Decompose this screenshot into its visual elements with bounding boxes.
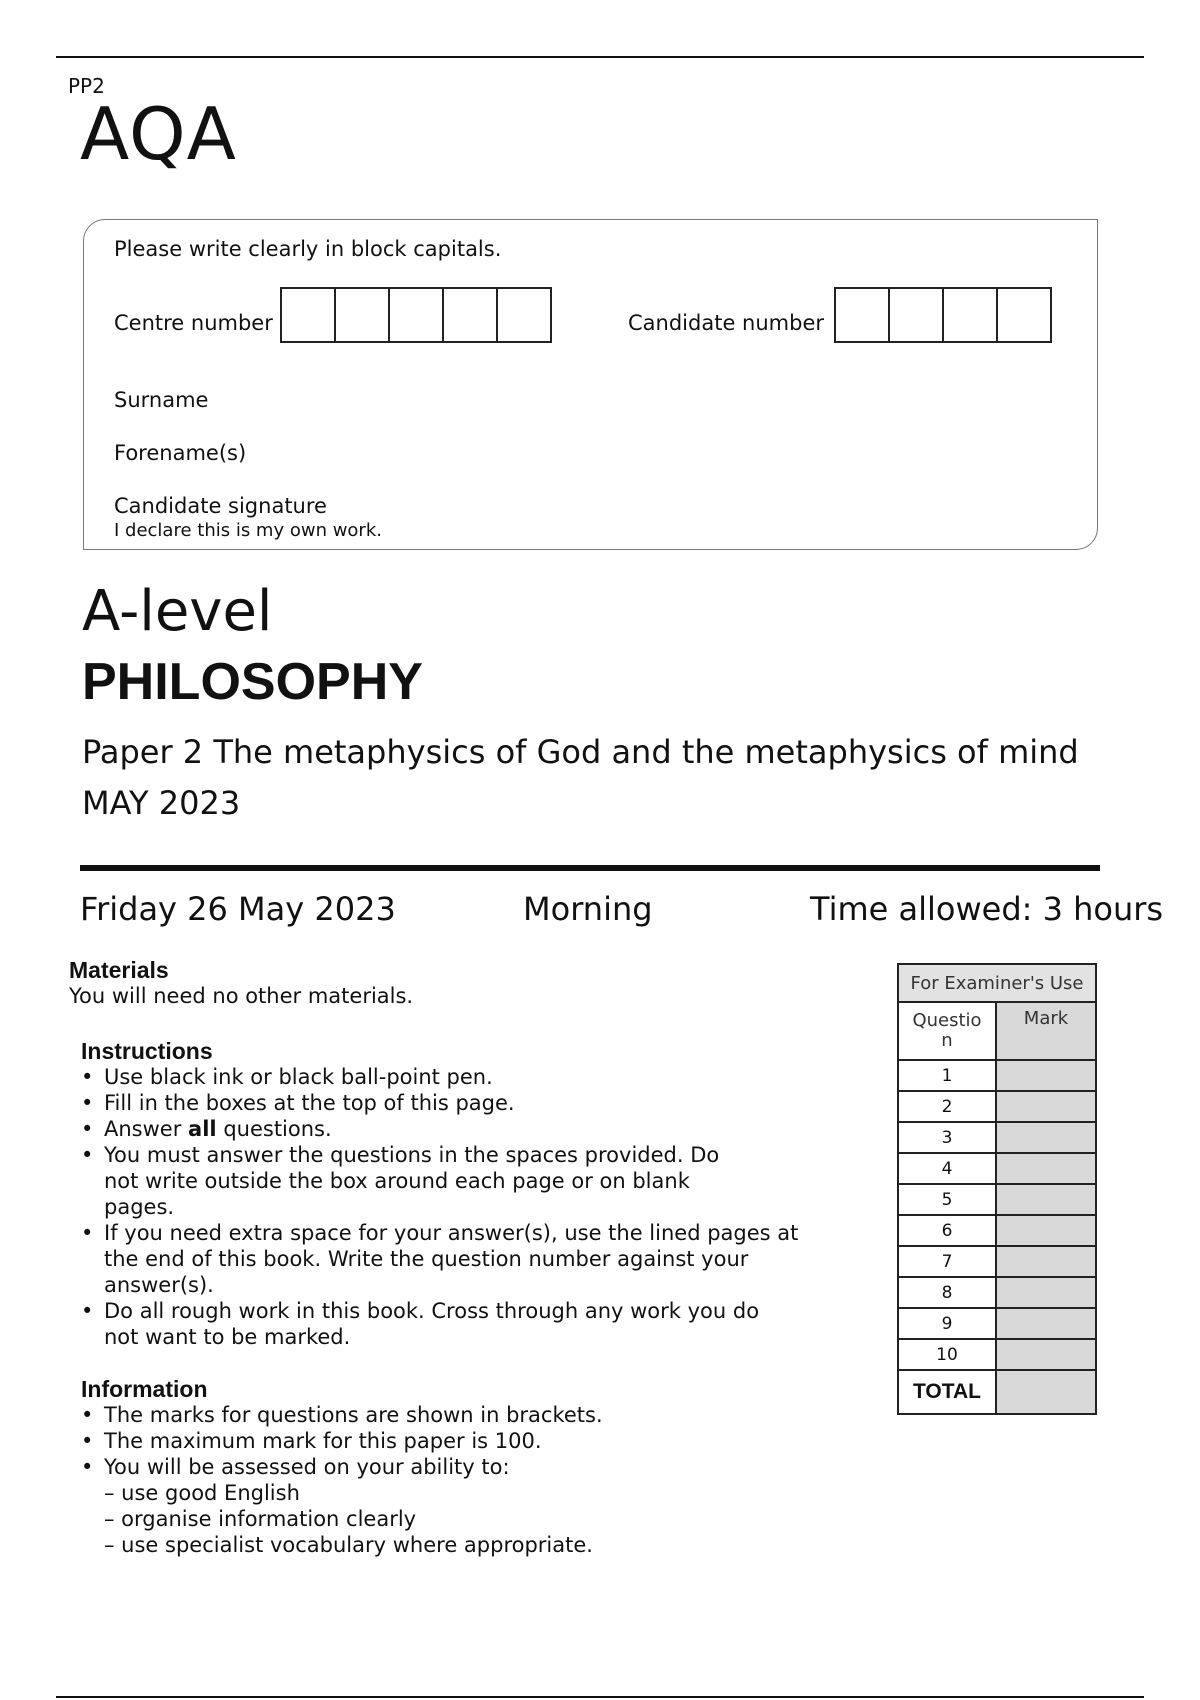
candidate-number-boxes[interactable]: [836, 287, 1052, 343]
assessment-sub-list: [81, 1480, 593, 1558]
list-item: [81, 1142, 861, 1220]
list-item: • The maximum mark for this paper is 100.: [81, 1428, 861, 1454]
mark-cell: [996, 1277, 1096, 1308]
information-list: [81, 1402, 861, 1480]
candidate-number-digit[interactable]: [942, 287, 998, 343]
instructions-heading: Instructions: [81, 1038, 213, 1064]
mark-cell: [996, 1246, 1096, 1277]
question-number: 5: [898, 1184, 996, 1215]
question-number: 3: [898, 1122, 996, 1153]
mark-cell: [996, 1339, 1096, 1370]
sub-item: – use good English: [104, 1481, 300, 1505]
block-capitals-instruction: Please write clearly in block capitals.: [114, 237, 502, 261]
centre-number-boxes[interactable]: [282, 287, 552, 343]
question-number: 8: [898, 1277, 996, 1308]
aqa-logo: AQA: [80, 92, 237, 176]
sub-item: – use specialist vocabulary where appropriate.: [104, 1533, 593, 1557]
centre-number-digit[interactable]: [496, 287, 552, 343]
candidate-number-label: Candidate number: [628, 311, 824, 335]
exam-period: Morning: [523, 890, 653, 928]
centre-number-label: Centre number: [114, 311, 273, 335]
question-number: 2: [898, 1091, 996, 1122]
mark-cell: [996, 1184, 1096, 1215]
header-line: Questio: [912, 1010, 982, 1031]
line: Do all rough work in this book. Cross through any work you do: [104, 1299, 760, 1323]
materials-heading: Materials: [69, 957, 169, 983]
mark-cell: [996, 1153, 1096, 1184]
candidate-number-digit[interactable]: [888, 287, 944, 343]
sub-item: – organise information clearly: [104, 1507, 417, 1531]
answer-all-bold: all: [188, 1117, 217, 1141]
qualification-level: A-level: [82, 579, 273, 644]
line: not want to be marked.: [104, 1325, 351, 1349]
examiner-use-table: [897, 963, 1097, 1415]
question-number: 6: [898, 1215, 996, 1246]
declaration-text: I declare this is my own work.: [114, 520, 382, 541]
line: not write outside the box around each page or on blank: [104, 1169, 690, 1193]
mark-column-header: Mark: [996, 1002, 1096, 1060]
total-label: TOTAL: [898, 1370, 996, 1414]
answer-prefix: Answer: [104, 1117, 182, 1141]
list-item: • Fill in the boxes at the top of this page.: [81, 1090, 861, 1116]
list-item: [81, 1116, 861, 1142]
line: If you need extra space for your answer(s), use the lined pages at: [104, 1221, 799, 1245]
question-number: 1: [898, 1060, 996, 1091]
centre-number-digit[interactable]: [442, 287, 498, 343]
mark-cell: [996, 1308, 1096, 1339]
mark-cell: [996, 1215, 1096, 1246]
centre-number-digit[interactable]: [280, 287, 336, 343]
paper-title: Paper 2 The metaphysics of God and the metaphysics of mind: [82, 733, 1079, 771]
line: You must answer the questions in the spaces provided. Do: [104, 1143, 720, 1167]
list-item: • You will be assessed on your ability to:: [81, 1454, 861, 1480]
list-item: [81, 1220, 861, 1298]
mark-cell: [996, 1060, 1096, 1091]
list-item: • Use black ink or black ball-point pen.: [81, 1064, 861, 1090]
line: answer(s).: [104, 1273, 214, 1297]
information-heading: Information: [81, 1376, 208, 1402]
divider: [80, 865, 1100, 871]
line: pages.: [104, 1195, 175, 1219]
exam-date: Friday 26 May 2023: [80, 890, 396, 928]
question-number: 9: [898, 1308, 996, 1339]
header-line: n: [941, 1030, 953, 1051]
total-mark-cell: [996, 1370, 1096, 1414]
mark-cell: [996, 1091, 1096, 1122]
list-item: • The marks for questions are shown in brackets.: [81, 1402, 861, 1428]
question-number: 10: [898, 1339, 996, 1370]
materials-text: You will need no other materials.: [69, 984, 414, 1008]
list-item: [81, 1298, 861, 1350]
signature-label: Candidate signature: [114, 494, 327, 518]
time-allowed: Time allowed: 3 hours: [810, 890, 1164, 928]
top-rule: [56, 56, 1144, 58]
examiner-table-heading: For Examiner's Use: [898, 964, 1096, 1002]
instructions-list: [81, 1064, 861, 1350]
candidate-number-digit[interactable]: [996, 287, 1052, 343]
answer-suffix: questions.: [223, 1117, 332, 1141]
exam-session: MAY 2023: [82, 784, 241, 822]
line: the end of this book. Write the question number against your: [104, 1247, 749, 1271]
centre-number-digit[interactable]: [334, 287, 390, 343]
paper-code: PP2: [68, 74, 105, 98]
question-number: 7: [898, 1246, 996, 1277]
surname-label: Surname: [114, 388, 209, 412]
bottom-rule: [56, 1696, 1144, 1698]
candidate-number-digit[interactable]: [834, 287, 890, 343]
forename-label: Forename(s): [114, 441, 247, 465]
subject-title: PHILOSOPHY: [82, 653, 423, 711]
centre-number-digit[interactable]: [388, 287, 444, 343]
question-column-header: [898, 1002, 996, 1060]
question-number: 4: [898, 1153, 996, 1184]
mark-cell: [996, 1122, 1096, 1153]
